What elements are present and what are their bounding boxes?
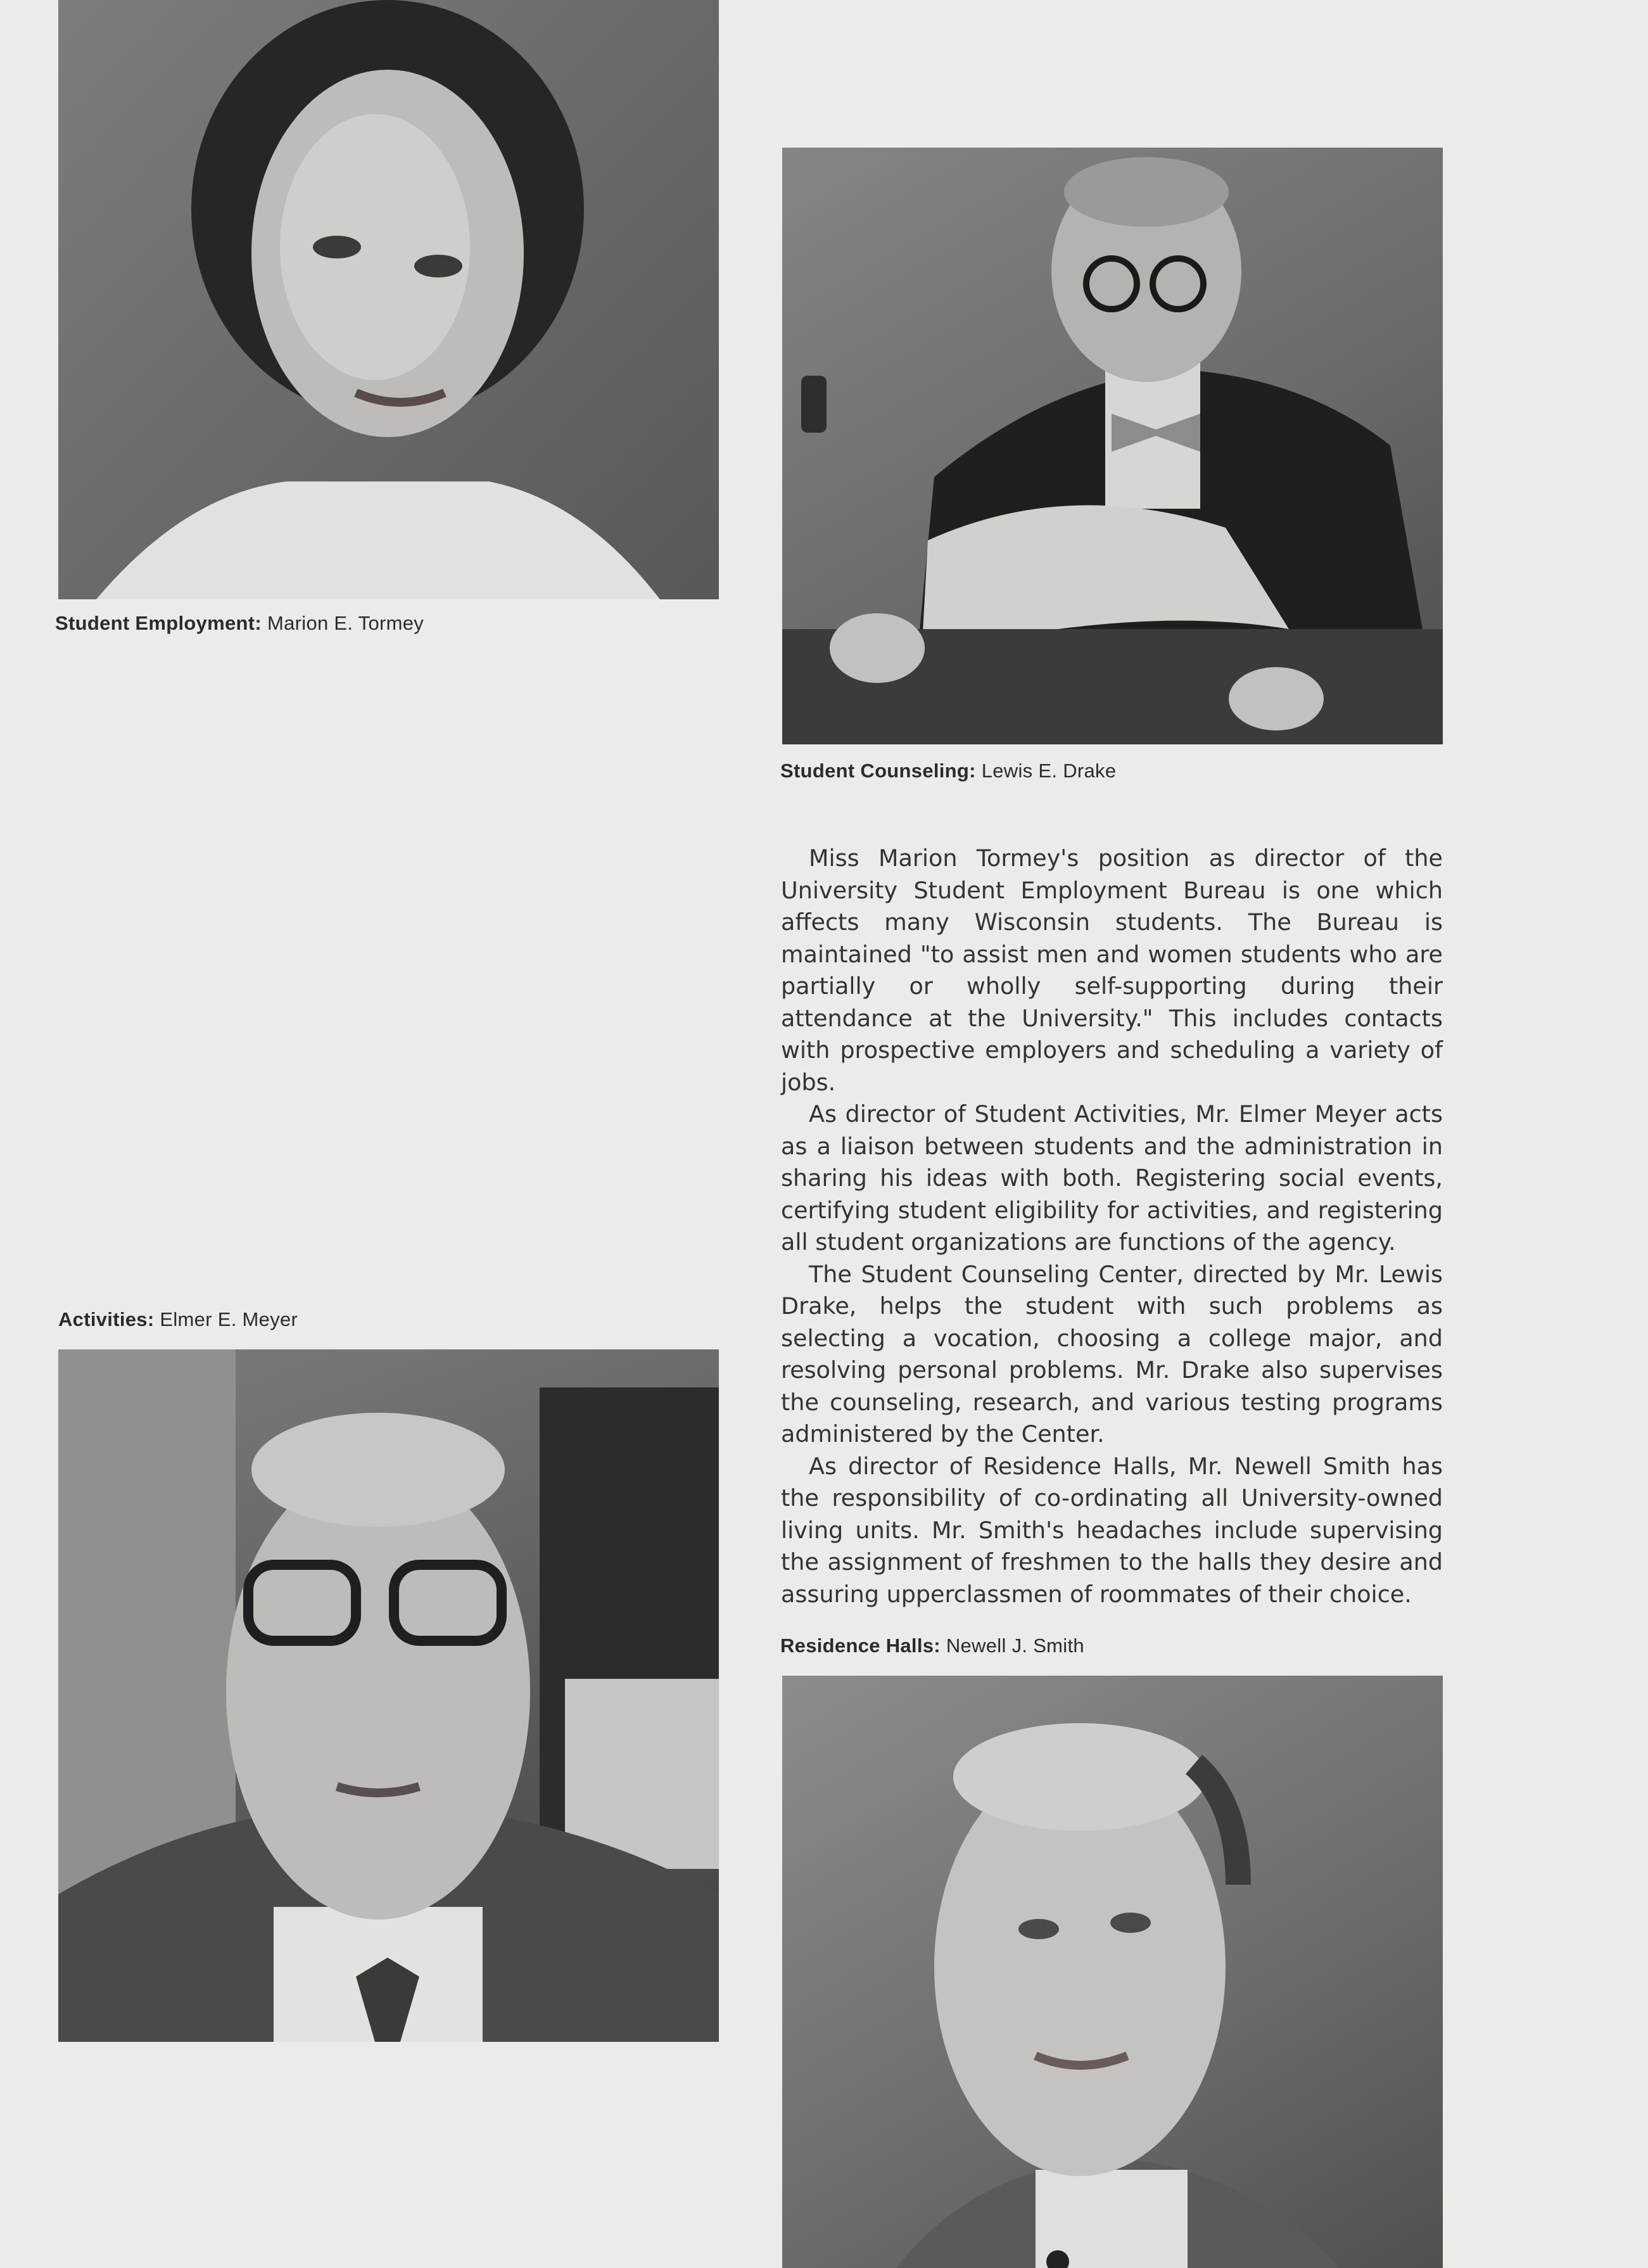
caption-name: Lewis E. Drake xyxy=(981,760,1117,782)
article-paragraph: As director of Student Activities, Mr. Elmer Meyer acts as a liaison between students and the administration in sharing his ideas with both. Registering social events, certifying student eligibility for activities, and registering all student organizations are functions of the agency. xyxy=(781,1100,1443,1256)
article-body xyxy=(781,843,1443,1610)
caption-dept: Activities: xyxy=(58,1308,155,1330)
caption-name: Elmer E. Meyer xyxy=(160,1308,298,1330)
caption-meyer xyxy=(58,1308,298,1331)
caption-name: Newell J. Smith xyxy=(946,1634,1084,1657)
portrait-photo-drake xyxy=(782,148,1443,744)
article-paragraph: As director of Residence Halls, Mr. Newell Smith has the responsibility of co-ordinating all University-owned living units. Mr. Smith's headaches include supervising the assignment of freshmen to the halls they desire and assuring upperclassmen of roommates of their choice. xyxy=(781,1452,1443,1608)
article-paragraph: Miss Marion Tormey's position as director of the University Student Employment Bureau is one which affects many Wisconsin students. The Bureau is maintained "to assist men and women students who are partially or wholly self-supporting during their attendance at the University." This includes contacts with prospective employers and scheduling a variety of jobs. xyxy=(781,844,1443,1096)
caption-tormey xyxy=(55,612,424,635)
portrait-photo-meyer xyxy=(58,1349,719,2042)
caption-drake xyxy=(780,760,1116,782)
caption-dept: Student Employment: xyxy=(55,612,262,634)
caption-dept: Student Counseling: xyxy=(780,760,976,782)
caption-name: Marion E. Tormey xyxy=(267,612,424,634)
caption-dept: Residence Halls: xyxy=(780,1634,941,1657)
article-paragraph: The Student Counseling Center, directed by Mr. Lewis Drake, helps the student with such problems as selecting a vocation, choosing a college major, and resolving personal problems. Mr. Drake also supervises the counseling, research, and various testing programs administered by the Center. xyxy=(781,1260,1443,1448)
portrait-photo-tormey xyxy=(58,0,719,599)
caption-smith xyxy=(780,1634,1084,1657)
portrait-photo-smith xyxy=(782,1676,1443,2268)
